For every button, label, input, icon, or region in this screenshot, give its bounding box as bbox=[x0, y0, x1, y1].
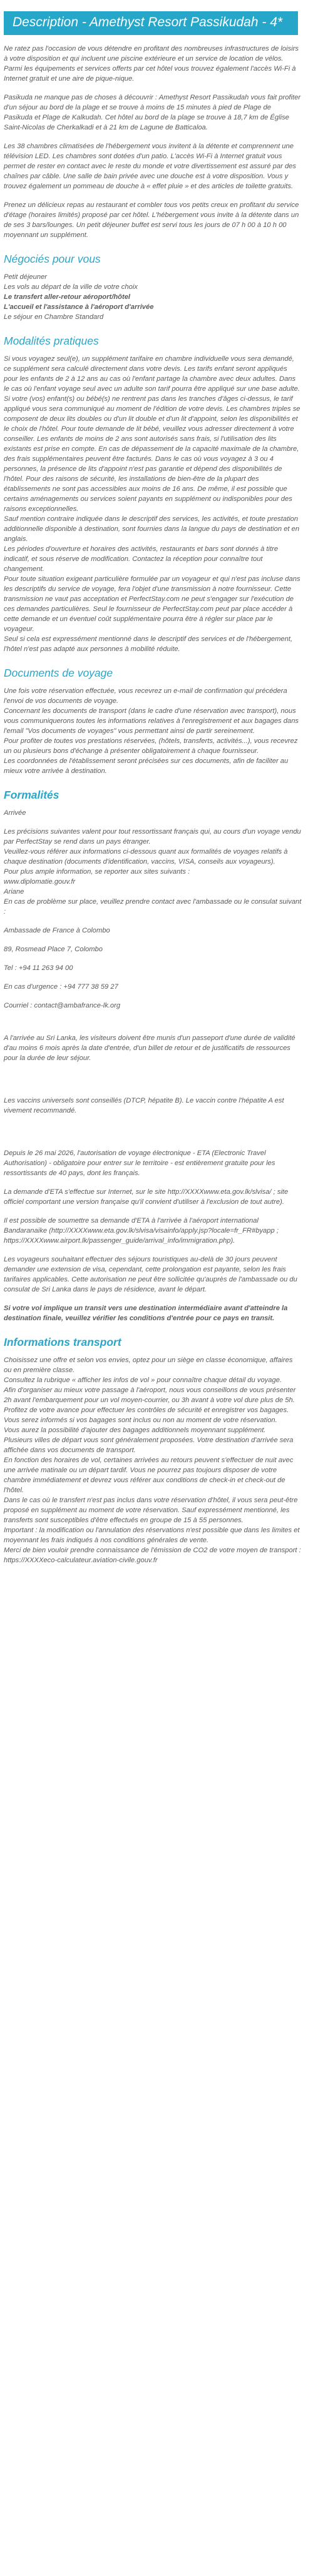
modalites-paragraph: Pour toute situation exigeant particulière formulée par un voyageur et qui n'est pas incluse dans les descriptifs du service de voyage, fera l'objet d'une transmission à notre fournisseur. Cette transmission ne vaut pas acceptation et PerfectStay.com ne peut s'engager sur l'exécution de ces demandes particulières. Seul le fournisseur de PerfectStay.com peut par place accéder à cette demande et un éventuel coût supplémentaire pourra être à régler sur place par le voyageur. bbox=[4, 575, 300, 633]
formalites-block-1 bbox=[4, 827, 302, 917]
transport-paragraph: Consultez la rubrique « afficher les infos de vol » pour connaître chaque détail du voyage. bbox=[4, 1376, 282, 1384]
eta-paragraph: Les voyageurs souhaitant effectuer des séjours touristiques au-delà de 30 jours peuvent demander une extension de visa, cependant, cette prolongation est payante, selon les frais tarifaires applicables. Cette autorisation ne peut être sollicitée qu'auprès de l'ambassade ou du consulat de Sri Lanka dans le pays de résidence, avant le départ. bbox=[4, 1256, 297, 1293]
formalites-line: www.diplomatie.gouv.fr bbox=[4, 878, 76, 886]
embassy-contact-line: Courriel : contact@ambafrance-lk.org bbox=[4, 1002, 121, 1009]
transit-warning: Si votre vol implique un transit vers une destination intermédiaire avant d'atteindre la destination finale, veuillez vérifier les conditions d'entrée pour ce pays en transit. bbox=[4, 1305, 288, 1322]
intro-paragraph: Pasikuda ne manque pas de choses à découvrir : Amethyst Resort Passikudah vous fait profiter d'un séjour au bord de la plage et se trouve à moins de 15 minutes à pied de Plage de Pasikuda et Plage de Kalkudah. Cet hôtel au bord de la plage se trouve à 18,7 km de Église Saint-Nicolas de Cherkalkadi et à 21 km de Lagune de Batticaloa. bbox=[4, 94, 301, 131]
documents-section bbox=[4, 686, 302, 776]
negocies-item: Le séjour en Chambre Standard bbox=[4, 313, 104, 321]
formalites-line: Pour plus ample information, se reporter aux sites suivants : bbox=[4, 868, 190, 876]
embassy-contact-line: 89, Rosmead Place 7, Colombo bbox=[4, 946, 103, 953]
transport-paragraph: Afin d'organiser au mieux votre passage à l'aéroport, nous vous conseillons de vous présenter 2h avant l'embarquement pour un vol moyen-courrier, ou 3h avant à votre vol dure plus de 5h. Profitez de votre avance pour effectuer les contrôles de sécurité et enregistrer vos bagages. bbox=[4, 1386, 296, 1414]
transport-paragraph: Plusieurs villes de départ vous sont généralement proposées. Votre destination d'arrivée sera affichée dans vos documents de transport. bbox=[4, 1437, 294, 1454]
modalites-paragraph: Sauf mention contraire indiquée dans le descriptif des services, les activités, et toute prestation additionnelle disponible à destination, sont fournies dans la langue du pays de destination et en anglais. bbox=[4, 515, 300, 543]
transport-paragraph: Choisissez une offre et selon vos envies, optez pour un siège en classe économique, affaires ou en première classe. bbox=[4, 1356, 293, 1374]
eta-paragraph: Depuis le 26 mai 2026, l'autorisation de voyage électronique - ETA (Electronic Travel Authorisation) - obligatoire pour entrer sur le territoire - est entièrement gratuite pour les ressortissants de 40 pays, dont les français. bbox=[4, 1149, 275, 1177]
documents-paragraph: Les coordonnées de l'établissement seront précisées sur ces documents, afin de faciliter au mieux votre arrivée à destination. bbox=[4, 757, 289, 775]
eta-paragraph: La demande d'ETA s'effectue sur Internet, sur le site http://XXXXwww.eta.gov.lk/slvisa/ ; site officiel comportant une version française qu'il convient d'utiliser à l'exclusion de tout autre). bbox=[4, 1188, 289, 1206]
formalites-line: Ariane bbox=[4, 888, 24, 896]
embassy-contact-line: Ambassade de France à Colombo bbox=[4, 927, 110, 934]
page bbox=[0, 11, 313, 1587]
intro-paragraph: Ne ratez pas l'occasion de vous détendre en profitant des nombreuses infrastructures de loisirs à votre disposition et qui incluent une piscine extérieure et un service de location de vélos. Parmi les équipements et services offerts par cet hôtel vous trouvez également l'accès Wi-Fi à Internet gratuit et une aire de pique-nique. bbox=[4, 45, 299, 83]
negocies-list bbox=[4, 272, 302, 322]
documents-paragraph: Concernant les documents de transport (dans le cadre d'une réservation avec transport), nous vous communiquerons toutes les informations relatives à l'enregistrement et aux bagages dans l'email "Vos documents de voyages" vous permettant ainsi de partir sereinement. bbox=[4, 707, 299, 735]
eta-paragraph: Il est possible de soumettre sa demande d'ETA à l'arrivée à l'aéroport international Bandaranaike (http://XXXXwww.eta.gov.lk/slvisa/visainfo/apply.jsp?locale=fr_FR#byapp ; https://XXXXwww.airport.lk/passenger_guide/arrival_info/immigration.php). bbox=[4, 1217, 279, 1245]
page-title: Description - Amethyst Resort Passikudah - 4* bbox=[4, 11, 298, 35]
transport-paragraph: Vous serez informés si vos bagages sont inclus ou non au moment de votre réservation. bbox=[4, 1417, 277, 1424]
embassy-contact-line: Tel : +94 11 263 94 00 bbox=[4, 964, 73, 972]
intro-section bbox=[4, 44, 302, 240]
modalites-paragraph: Si vous voyagez seul(e), un supplément tarifaire en chambre individuelle vous sera demandé, ce supplément sera calculé directement dans votre devis. Les tarifs enfant seront appliqués pour les enfants de 2 à 12 ans au cas où l'enfant partage la chambre avec deux adultes. Dans le cas où l'enfant voyage seul avec un adulte son tarif pourra être appliqué sur une base adulte. Si votre (vos) enfant(s) ou bébé(s) ne rentrent pas dans les tranches d'âges ci-dessus, le tarif appliqué vous sera communiqué au moment de l'édition de votre devis. Les chambres triples se composent de deux lits doubles ou d'un lit double et d'un lit d'appoint, selon les disponibilités et le choix de l'hôtel. Pour toute demande de lit bébé, veuillez vous adresser directement à votre conseiller. Les enfants de moins de 2 ans sont autorisés sans frais, si l'utilisation des lits existants est prise en compte. En cas de dépassement de la capacité maximale de la chambre, des frais supplémentaires peuvent être facturés. Dans le cas où vous voyagez à 3 ou 4 personnes, la présence de lits d'appoint n'est pas garantie et dépend des disponibilités de l'hôtel. Pour des raisons de sécurité, les installations de bien-être de la plupart des établissements ne sont pas accessibles aux moins de 16 ans. De même, il est possible que certains aménagements ou services soient payants en supplément ou indisponibles pour des raisons exceptionnelles. bbox=[4, 355, 300, 513]
intro-paragraph: Prenez un délicieux repas au restaurant et combler tous vos petits creux en profitant du service d'étage (horaires limités) proposé par cet hôtel. L'hébergement vous invite à la détente dans un de ses 3 bars/lounges. Un petit déjeuner buffet est servi tous les jours de 07 h 00 à 10 h 00 moyennant un supplément. bbox=[4, 201, 299, 239]
transport-section bbox=[4, 1355, 302, 1565]
transport-paragraph: Dans le cas où le transfert n'est pas inclus dans votre réservation d'hôtel, il vous sera peut-être proposé en supplément au moment de votre réservation. Sauf expressément mentionné, les transferts sont susceptibles d'être effectués en groupe de 15 à 55 personnes. bbox=[4, 1497, 298, 1524]
formalites-block-4 bbox=[4, 1148, 302, 1295]
transport-paragraph: Vous aurez la possibilité d'ajouter des bagages additionnels moyennant supplément. bbox=[4, 1427, 266, 1434]
documents-heading: Documents de voyage bbox=[4, 667, 113, 679]
formalites-block-2: A l'arrivée au Sri Lanka, les visiteurs doivent être munis d'un passeport d'une durée de validité d'au moins 6 mois après la date d'entrée, d'un billet de retour et de justificatifs de ressources pour la durée de leur séjour. bbox=[4, 1034, 295, 1062]
modalites-paragraph: Les périodes d'ouverture et horaires des activités, restaurants et bars sont donnés à titre indicatif, et sous réserve de modification. Contactez la réception pour connaître tout changement. bbox=[4, 545, 279, 573]
negocies-item: Le transfert aller-retour aéroport/hôtel bbox=[4, 293, 131, 301]
formalites-heading: Formalités bbox=[4, 789, 59, 801]
documents-paragraph: Pour profiter de toutes vos prestations réservées, (hôtels, transferts, activités...), vous recevrez un ou plusieurs bons d'échange à présenter obligatoirement à chaque fournisseur. bbox=[4, 737, 298, 755]
modalites-heading: Modalités pratiques bbox=[4, 335, 99, 347]
documents-paragraph: Une fois votre réservation effectuée, vous recevrez un e-mail de confirmation qui précédera l'envoi de vos documents de voyage. bbox=[4, 687, 287, 705]
transport-paragraph: Important : la modification ou l'annulation des réservations n'est possible que dans les limites et moyennant les frais indiqués à nos conditions générales de vente. bbox=[4, 1527, 300, 1544]
negocies-item: Petit déjeuner bbox=[4, 273, 48, 281]
content bbox=[0, 44, 313, 1565]
formalites-line: Les précisions suivantes valent pour tout ressortissant français qui, au cours d'un voyage vendu par PerfectStay se rend dans un pays étranger. bbox=[4, 828, 301, 846]
transport-paragraph: En fonction des horaires de vol, certaines arrivées au retours peuvent s'effectuer de nuit avec une arrivée matinale ou un départ tardif. Vous ne pourrez pas toujours disposer de votre chambre immédiatement et devrez vous référer aux conditions de check-in et check-out de l'hôtel. bbox=[4, 1457, 294, 1494]
modalites-paragraph: Seul si cela est expressément mentionné dans le descriptif des services et de l'hébergement, l'hôtel n'est pas adapté aux personnes à mobilité réduite. bbox=[4, 635, 293, 653]
embassy-contact bbox=[4, 926, 302, 1011]
negocies-item: Les vols au départ de la ville de votre choix bbox=[4, 283, 138, 291]
formalites-line: En cas de problème sur place, veuillez prendre contact avec l'ambassade ou le consulat suivant : bbox=[4, 898, 302, 916]
arrivee-label: Arrivée bbox=[4, 809, 26, 817]
formalites-block-3: Les vaccins universels sont conseillés (DTCP, hépatite B). Le vaccin contre l'hépatite A est vivement recommandé. bbox=[4, 1097, 284, 1114]
transport-paragraph: Merci de bien vouloir prendre connaissance de l'émission de CO2 de votre moyen de transport : https://XXXXeco-calculateur.aviation-civile.gouv.fr bbox=[4, 1547, 301, 1564]
transport-heading: Informations transport bbox=[4, 1336, 121, 1348]
formalites-line: Veuillez-vous référer aux informations ci-dessous quant aux formalités de voyages relatifs à chaque destination (documents d'identification, vaccins, VISA, conseils aux voyageurs). bbox=[4, 848, 288, 866]
modalites-section bbox=[4, 354, 302, 654]
embassy-contact-line: En cas d'urgence : +94 777 38 59 27 bbox=[4, 983, 118, 991]
negocies-item: L'accueil et l'assistance à l'aéroport d'arrivée bbox=[4, 303, 154, 311]
intro-paragraph: Les 38 chambres climatisées de l'hébergement vous invitent à la détente et comprennent une télévision LED. Les chambres sont dotées d'un patio. L'accès Wi-Fi à Internet gratuit vous permet de rester en contact avec le reste du monde et votre divertissement est assuré par des chaînes par câble. Une salle de bain privée avec une douche est à votre disposition. Vous y trouvez également un pommeau de douche à « effet pluie » et des articles de toilette gratuits. bbox=[4, 143, 297, 190]
negocies-heading: Négociés pour vous bbox=[4, 253, 101, 265]
